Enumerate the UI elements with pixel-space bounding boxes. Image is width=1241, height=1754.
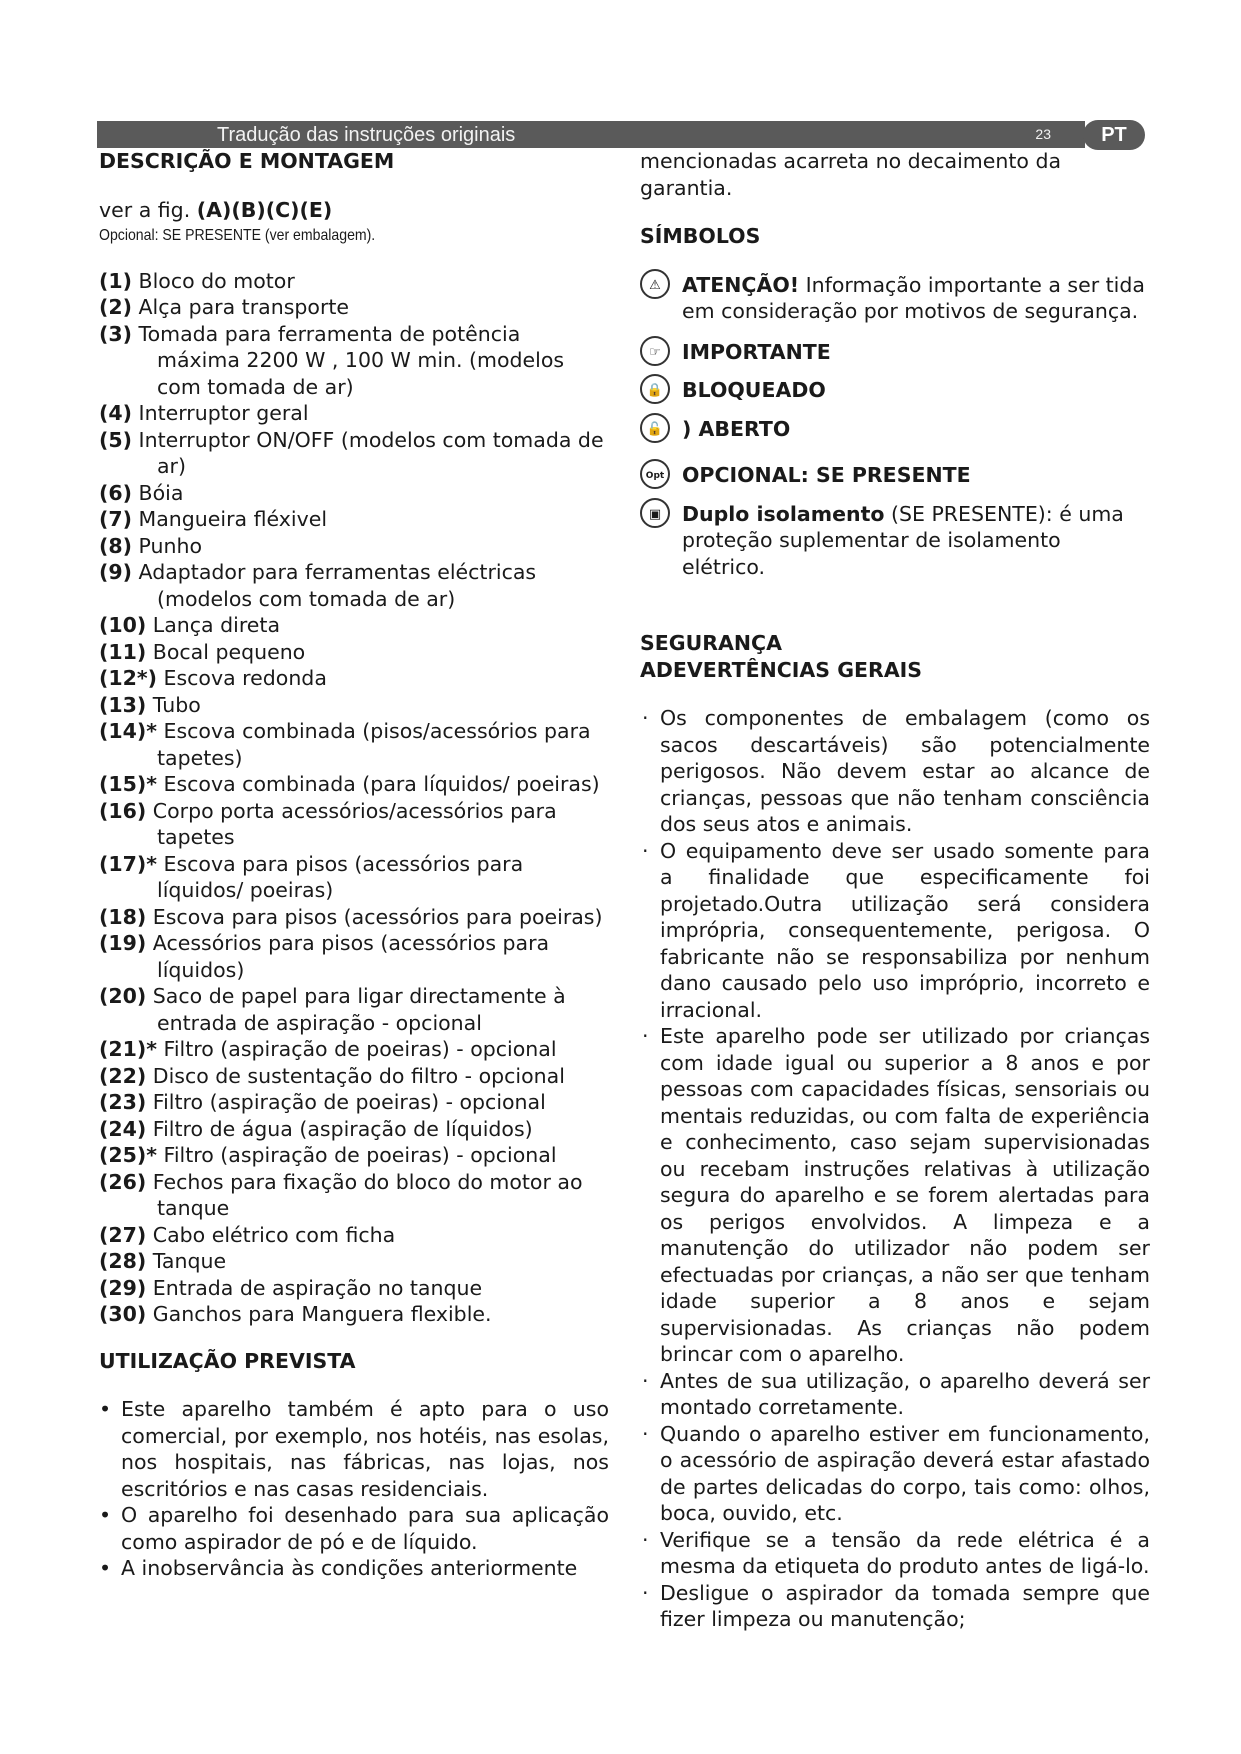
bullet-icon: • bbox=[99, 1503, 112, 1527]
parts-list-item bbox=[99, 983, 609, 1036]
bullet-icon: · bbox=[642, 706, 649, 730]
part-number: (18) bbox=[99, 904, 147, 929]
intended-use-list bbox=[99, 1396, 609, 1582]
part-description: Corpo porta acessórios/acessórios para tapetes bbox=[146, 798, 557, 849]
parts-list-item bbox=[99, 798, 609, 851]
part-number: (16) bbox=[99, 798, 147, 823]
warning-icon: ⚠ bbox=[640, 269, 670, 299]
part-number: (19) bbox=[99, 931, 147, 955]
part-number: (28) bbox=[99, 1249, 147, 1273]
parts-list bbox=[99, 268, 609, 1328]
header-bar bbox=[97, 121, 1085, 148]
part-description: Bóia bbox=[132, 480, 184, 505]
part-number: (15)* bbox=[99, 772, 157, 796]
part-number: (3) bbox=[99, 321, 133, 346]
parts-list-item bbox=[99, 1142, 609, 1169]
part-description: Interruptor ON/OFF (modelos com tomada de ar) bbox=[132, 427, 604, 478]
parts-list-item bbox=[99, 1063, 609, 1090]
part-description: Bocal pequeno bbox=[146, 639, 306, 664]
parts-list-item bbox=[99, 1169, 609, 1222]
part-number: (5) bbox=[99, 427, 133, 452]
parts-list-item bbox=[99, 771, 609, 798]
list-item bbox=[640, 1023, 1150, 1368]
part-description: Filtro (aspiração de poeiras) - opcional bbox=[146, 1090, 546, 1114]
part-description: Fechos para fixação do bloco do motor ao tanque bbox=[146, 1169, 583, 1220]
left-column bbox=[99, 148, 609, 1582]
parts-list-item bbox=[99, 1275, 609, 1302]
section-title-safety: SEGURANÇA bbox=[640, 631, 782, 655]
symbol-description: Informação importante a ser tida em consideração por motivos de segurança. bbox=[682, 272, 1145, 323]
part-description: Punho bbox=[132, 533, 203, 558]
list-item bbox=[640, 1421, 1150, 1527]
section-title-intended-use: UTILIZAÇÃO PREVISTA bbox=[99, 1348, 356, 1373]
important-hand-icon: ☞ bbox=[640, 336, 670, 366]
see-figure-line: ver a fig. (A)(B)(C)(E) bbox=[99, 197, 333, 222]
part-description: Interruptor geral bbox=[132, 401, 309, 425]
list-item-text: Verifique se a tensão da rede elétrica é a mesma da etiqueta do produto antes de ligá-lo. bbox=[660, 1527, 1150, 1578]
list-item bbox=[640, 1527, 1150, 1580]
symbol-label: IMPORTANTE bbox=[682, 339, 831, 364]
symbol-entry bbox=[640, 272, 1150, 325]
symbol-description: (SE PRESENTE): é uma proteção suplementar de isolamento elétrico. bbox=[682, 501, 1124, 579]
bullet-icon: · bbox=[642, 1024, 649, 1048]
parts-list-item bbox=[99, 559, 609, 612]
parts-list-item bbox=[99, 639, 609, 666]
part-number: (26) bbox=[99, 1169, 147, 1194]
list-item-text: Antes de sua utilização, o aparelho deverá ser montado corretamente. bbox=[660, 1368, 1150, 1419]
list-item-text: Quando o aparelho estiver em funcionamento, o acessório de aspiração deverá estar afastado de partes delicadas do corpo, tais como: olhos, boca, ouvido, etc. bbox=[660, 1421, 1150, 1525]
parts-list-item bbox=[99, 904, 609, 931]
parts-list-item bbox=[99, 427, 609, 480]
part-number: (30) bbox=[99, 1302, 147, 1326]
part-description: Escova para pisos (acessórios para líquidos/ poeiras) bbox=[157, 851, 524, 902]
part-description: Alça para transporte bbox=[132, 295, 350, 319]
parts-list-item bbox=[99, 506, 609, 533]
part-description: Entrada de aspiração no tanque bbox=[146, 1275, 483, 1300]
part-description: Mangueira fléxivel bbox=[132, 507, 328, 531]
part-number: (22) bbox=[99, 1063, 147, 1088]
lock-closed-icon: 🔒 bbox=[640, 374, 670, 404]
symbol-entry bbox=[640, 416, 1150, 443]
symbols-list bbox=[640, 272, 1150, 581]
optional-icon: Opt bbox=[640, 459, 670, 489]
part-number: (8) bbox=[99, 533, 133, 558]
right-column bbox=[640, 148, 1150, 1633]
section-title-description: DESCRIÇÃO E MONTAGEM bbox=[99, 149, 395, 173]
parts-list-item bbox=[99, 1222, 609, 1249]
safety-list bbox=[640, 705, 1150, 1633]
part-number: (4) bbox=[99, 401, 133, 425]
list-item bbox=[640, 1368, 1150, 1421]
parts-list-item bbox=[99, 1036, 609, 1063]
symbol-label: Duplo isolamento bbox=[682, 501, 885, 526]
optional-note: Opcional: SE PRESENTE (ver embalagem). bbox=[99, 227, 376, 244]
lock-open-icon: 🔓 bbox=[640, 413, 670, 443]
part-number: (7) bbox=[99, 507, 133, 531]
list-item-text: Este aparelho também é apto para o uso comercial, por exemplo, nos hotéis, nas esolas, nos hospitais, nas fábricas, nas lojas, nos escritórios e nas casas residenciais. bbox=[121, 1397, 609, 1501]
list-item-text: A inobservância às condições anteriormente bbox=[121, 1556, 578, 1580]
bullet-icon: · bbox=[642, 1368, 649, 1393]
part-number: (21)* bbox=[99, 1037, 157, 1061]
part-description: Saco de papel para ligar directamente à entrada de aspiração - opcional bbox=[146, 984, 566, 1035]
parts-list-item bbox=[99, 930, 609, 983]
parts-list-item bbox=[99, 1089, 609, 1116]
part-number: (14)* bbox=[99, 719, 157, 743]
list-item-text: Desligue o aspirador da tomada sempre que fizer limpeza ou manutenção; bbox=[660, 1580, 1150, 1631]
part-number: (20) bbox=[99, 984, 147, 1008]
language-badge: PT bbox=[1083, 120, 1145, 150]
parts-list-item bbox=[99, 268, 609, 295]
part-number: (11) bbox=[99, 639, 147, 664]
symbol-entry bbox=[640, 462, 1150, 489]
part-number: (9) bbox=[99, 560, 133, 584]
header-title: Tradução das instruções originais bbox=[217, 124, 516, 146]
list-item bbox=[99, 1502, 609, 1555]
part-number: (29) bbox=[99, 1275, 147, 1300]
part-description: Tanque bbox=[146, 1249, 227, 1273]
part-number: (27) bbox=[99, 1222, 147, 1247]
part-description: Escova para pisos (acessórios para poeiras) bbox=[146, 904, 603, 929]
parts-list-item bbox=[99, 533, 609, 560]
part-description: Escova combinada (para líquidos/ poeiras) bbox=[157, 772, 600, 796]
continuation-text: mencionadas acarreta no decaimento da garantia. bbox=[640, 149, 1062, 200]
part-description: Escova redonda bbox=[157, 666, 327, 690]
part-number: (12*) bbox=[99, 666, 157, 690]
part-description: Lança direta bbox=[146, 613, 281, 637]
symbol-entry bbox=[640, 501, 1150, 581]
part-description: Disco de sustentação do filtro - opcional bbox=[146, 1063, 565, 1088]
parts-list-item bbox=[99, 1301, 609, 1328]
bullet-icon: · bbox=[642, 1421, 649, 1446]
parts-list-item bbox=[99, 1116, 609, 1143]
part-description: Filtro (aspiração de poeiras) - opcional bbox=[157, 1143, 557, 1167]
parts-list-item bbox=[99, 718, 609, 771]
part-number: (1) bbox=[99, 268, 133, 293]
part-description: Cabo elétrico com ficha bbox=[146, 1222, 396, 1247]
part-number: (17)* bbox=[99, 851, 157, 876]
double-insulation-icon: ▣ bbox=[640, 498, 670, 528]
parts-list-item bbox=[99, 480, 609, 507]
parts-list-item bbox=[99, 1248, 609, 1275]
symbol-label: ) ABERTO bbox=[682, 416, 791, 441]
parts-list-item bbox=[99, 665, 609, 692]
part-number: (23) bbox=[99, 1090, 147, 1114]
symbol-label: BLOQUEADO bbox=[682, 378, 826, 402]
parts-list-item bbox=[99, 321, 609, 401]
list-item-text: O aparelho foi desenhado para sua aplicação como aspirador de pó e de líquido. bbox=[121, 1503, 609, 1554]
part-number: (10) bbox=[99, 613, 147, 637]
part-description: Filtro de água (aspiração de líquidos) bbox=[146, 1116, 533, 1141]
section-title-warnings: ADEVERTÊNCIAS GERAIS bbox=[640, 657, 923, 682]
list-item-text: Este aparelho pode ser utilizado por crianças com idade igual ou superior a 8 anos e por pessoas com capacidades físicas, sensoriais ou mentais reduzidas, ou com falta de experiência e conhecimento, caso sejam supervisionadas ou recebam instruções relativas à utilização segura do aparelho e se forem alertadas para os perigos envolvidos. A limpeza e a manutenção do utilizador não podem ser efectuadas por crianças, a não ser que tenham idade superior a 8 anos e sejam supervisionadas. As crianças não podem brincar com o aparelho. bbox=[660, 1024, 1150, 1366]
part-description: Adaptador para ferramentas eléctricas (modelos com tomada de ar) bbox=[132, 560, 537, 611]
list-item bbox=[640, 1580, 1150, 1633]
part-description: Escova combinada (pisos/acessórios para tapetes) bbox=[157, 719, 591, 770]
part-description: Acessórios para pisos (acessórios para líquidos) bbox=[146, 931, 550, 982]
part-description: Ganchos para Manguera flexible. bbox=[146, 1302, 492, 1326]
bullet-icon: · bbox=[642, 1580, 649, 1605]
bullet-icon: · bbox=[642, 838, 649, 863]
part-number: (2) bbox=[99, 295, 133, 319]
part-description: Tomada para ferramenta de potência máxima 2200 W , 100 W min. (modelos com tomada de ar) bbox=[132, 321, 565, 399]
part-number: (6) bbox=[99, 480, 133, 505]
parts-list-item bbox=[99, 851, 609, 904]
bullet-icon: · bbox=[642, 1527, 649, 1552]
list-item bbox=[99, 1396, 609, 1502]
parts-list-item bbox=[99, 692, 609, 719]
list-item-text: O equipamento deve ser usado somente para a finalidade que especificamente foi projetado.Outra utilização será considera imprópria, consequentemente, perigosa. O fabricante não se responsabiliza por nenhum dano causado pelo uso impróprio, incorreto e irracional. bbox=[660, 838, 1150, 1022]
bullet-icon: • bbox=[99, 1397, 112, 1421]
list-item-text: Os componentes de embalagem (como os sacos descartáveis) são potencialmente perigosos. Não devem estar ao alcance de crianças, pessoas que não tenham consciência dos seus atos e animais. bbox=[660, 706, 1150, 836]
parts-list-item bbox=[99, 400, 609, 427]
list-item bbox=[640, 838, 1150, 1024]
part-number: (13) bbox=[99, 692, 147, 717]
part-number: (24) bbox=[99, 1116, 147, 1141]
part-description: Bloco do motor bbox=[132, 268, 295, 293]
part-number: (25)* bbox=[99, 1143, 157, 1167]
part-description: Tubo bbox=[146, 692, 201, 717]
part-description: Filtro (aspiração de poeiras) - opcional bbox=[157, 1037, 557, 1061]
symbol-entry bbox=[640, 339, 1150, 366]
symbol-label: ATENÇÃO! bbox=[682, 272, 800, 297]
page-number: 23 bbox=[1035, 126, 1051, 142]
parts-list-item bbox=[99, 612, 609, 639]
list-item bbox=[640, 705, 1150, 838]
bullet-icon: • bbox=[99, 1556, 112, 1580]
section-title-symbols: SÍMBOLOS bbox=[640, 224, 761, 248]
parts-list-item bbox=[99, 294, 609, 321]
list-item bbox=[99, 1555, 609, 1582]
symbol-entry bbox=[640, 377, 1150, 404]
symbol-label: OPCIONAL: SE PRESENTE bbox=[682, 463, 971, 487]
